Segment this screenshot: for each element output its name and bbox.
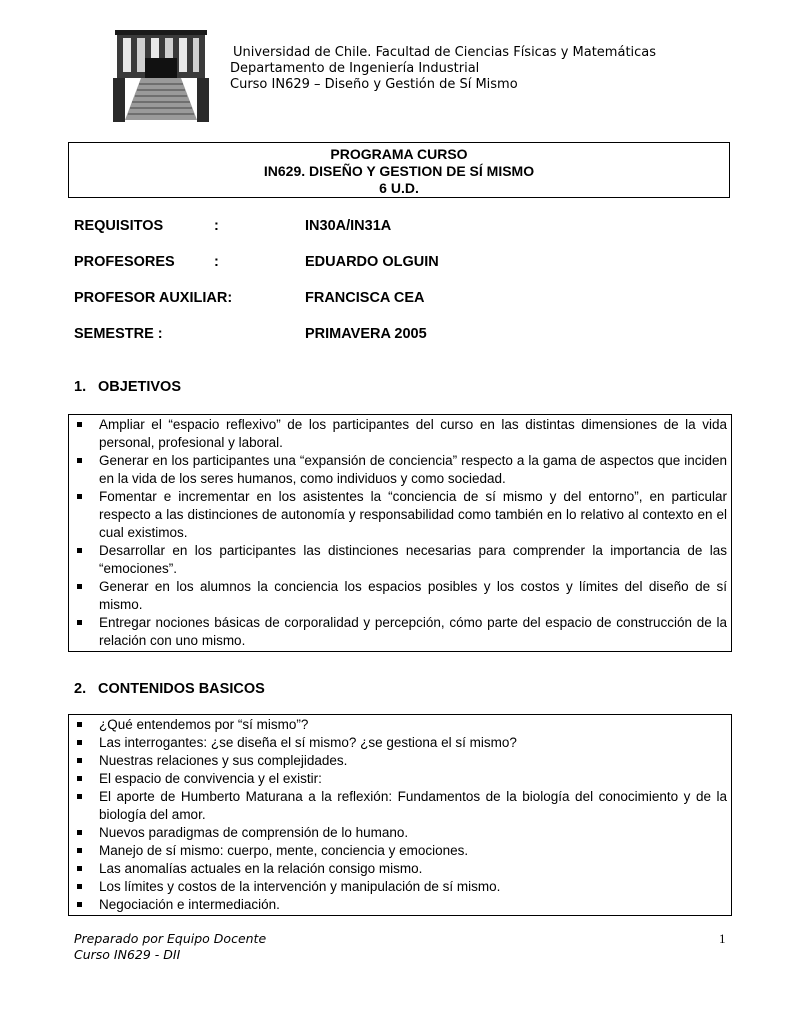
page-number: 1 bbox=[719, 931, 726, 946]
bullet-icon bbox=[77, 884, 82, 889]
meta-key: REQUISITOS bbox=[74, 218, 164, 234]
header-department: Departamento de Ingeniería Industrial bbox=[230, 61, 480, 76]
bullet-icon bbox=[77, 758, 82, 763]
bullet-icon bbox=[77, 620, 82, 625]
bullet-icon bbox=[77, 740, 82, 745]
bullet-icon bbox=[77, 722, 82, 727]
list-item: Negociación e intermediación. bbox=[75, 896, 727, 914]
meta-value: FRANCISCA CEA bbox=[305, 290, 425, 306]
list-item: El aporte de Humberto Maturana a la reflexión: Fundamentos de la biología del conocimiento y de la biología del amor. bbox=[75, 788, 727, 824]
meta-colon: : bbox=[214, 254, 219, 270]
list-item: Nuestras relaciones y sus complejidades. bbox=[75, 752, 727, 770]
list-item: Nuevos paradigmas de comprensión de lo humano. bbox=[75, 824, 727, 842]
university-building-logo bbox=[111, 28, 211, 122]
header-university: Universidad de Chile. Facultad de Ciencias Físicas y Matemáticas bbox=[233, 45, 657, 60]
footer-prepared-by: Preparado por Equipo Docente bbox=[74, 931, 267, 946]
bullet-icon bbox=[77, 902, 82, 907]
bullet-icon bbox=[77, 866, 82, 871]
bullet-icon bbox=[77, 422, 82, 427]
meta-key: PROFESOR AUXILIAR: bbox=[74, 290, 233, 306]
section-heading-contenidos bbox=[74, 681, 265, 697]
list-item: Entregar nociones básicas de corporalidad y percepción, cómo parte del espacio de construcción de la relación con uno mismo. bbox=[75, 614, 727, 650]
objetivos-list bbox=[75, 416, 727, 650]
section-number: 2. bbox=[74, 681, 87, 697]
bullet-icon bbox=[77, 830, 82, 835]
footer-course: Curso IN629 - DII bbox=[74, 947, 181, 962]
course-units: 6 U.D. bbox=[379, 180, 419, 196]
bullet-icon bbox=[77, 458, 82, 463]
list-item: Desarrollar en los participantes las distinciones necesarias para comprender la importancia de las “emociones”. bbox=[75, 542, 727, 578]
list-item: ¿Qué entendemos por “sí mismo”? bbox=[75, 716, 727, 734]
program-title: PROGRAMA CURSO bbox=[330, 146, 468, 162]
meta-value: EDUARDO OLGUIN bbox=[305, 254, 439, 270]
bullet-icon bbox=[77, 776, 82, 781]
list-item: Manejo de sí mismo: cuerpo, mente, conciencia y emociones. bbox=[75, 842, 727, 860]
list-item: Las interrogantes: ¿se diseña el sí mismo? ¿se gestiona el sí mismo? bbox=[75, 734, 727, 752]
meta-value: PRIMAVERA 2005 bbox=[305, 326, 427, 342]
section-heading-objetivos bbox=[74, 379, 181, 395]
list-item: Ampliar el “espacio reflexivo” de los participantes del curso en las distintas dimensiones de la vida personal, profesional y laboral. bbox=[75, 416, 727, 452]
bullet-icon bbox=[77, 848, 82, 853]
bullet-icon bbox=[77, 794, 82, 799]
program-title-box bbox=[68, 142, 730, 198]
list-item: El espacio de convivencia y el existir: bbox=[75, 770, 727, 788]
list-item: Generar en los alumnos la conciencia los espacios posibles y los costos y límites del diseño de sí mismo. bbox=[75, 578, 727, 614]
bullet-icon bbox=[77, 584, 82, 589]
meta-value: IN30A/IN31A bbox=[305, 218, 392, 234]
section-number: 1. bbox=[74, 379, 87, 395]
contenidos-box bbox=[68, 714, 732, 916]
bullet-icon bbox=[77, 494, 82, 499]
list-item: Las anomalías actuales en la relación consigo mismo. bbox=[75, 860, 727, 878]
header-course: Curso IN629 – Diseño y Gestión de Sí Mismo bbox=[230, 77, 518, 92]
section-title: OBJETIVOS bbox=[98, 379, 181, 395]
bullet-icon bbox=[77, 548, 82, 553]
meta-colon: : bbox=[214, 218, 219, 234]
institution-header bbox=[230, 45, 656, 93]
footer bbox=[74, 931, 266, 963]
meta-key: SEMESTRE : bbox=[74, 326, 163, 342]
course-title: IN629. DISEÑO Y GESTION DE SÍ MISMO bbox=[263, 163, 535, 179]
section-title: CONTENIDOS BASICOS bbox=[98, 681, 265, 697]
contenidos-list bbox=[75, 716, 727, 914]
list-item: Fomentar e incrementar en los asistentes la “conciencia de sí mismo y del entorno”, en particular respecto a las distinciones de autonomía y responsabilidad como también en lo relativo al contexto en el cual existimos. bbox=[75, 488, 727, 542]
list-item: Los límites y costos de la intervención y manipulación de sí mismo. bbox=[75, 878, 727, 896]
list-item: Generar en los participantes una “expansión de conciencia” respecto a la gama de aspectos que inciden en la vida de los seres humanos, como individuos y como sociedad. bbox=[75, 452, 727, 488]
meta-key: PROFESORES bbox=[74, 254, 175, 270]
objetivos-box bbox=[68, 414, 732, 652]
